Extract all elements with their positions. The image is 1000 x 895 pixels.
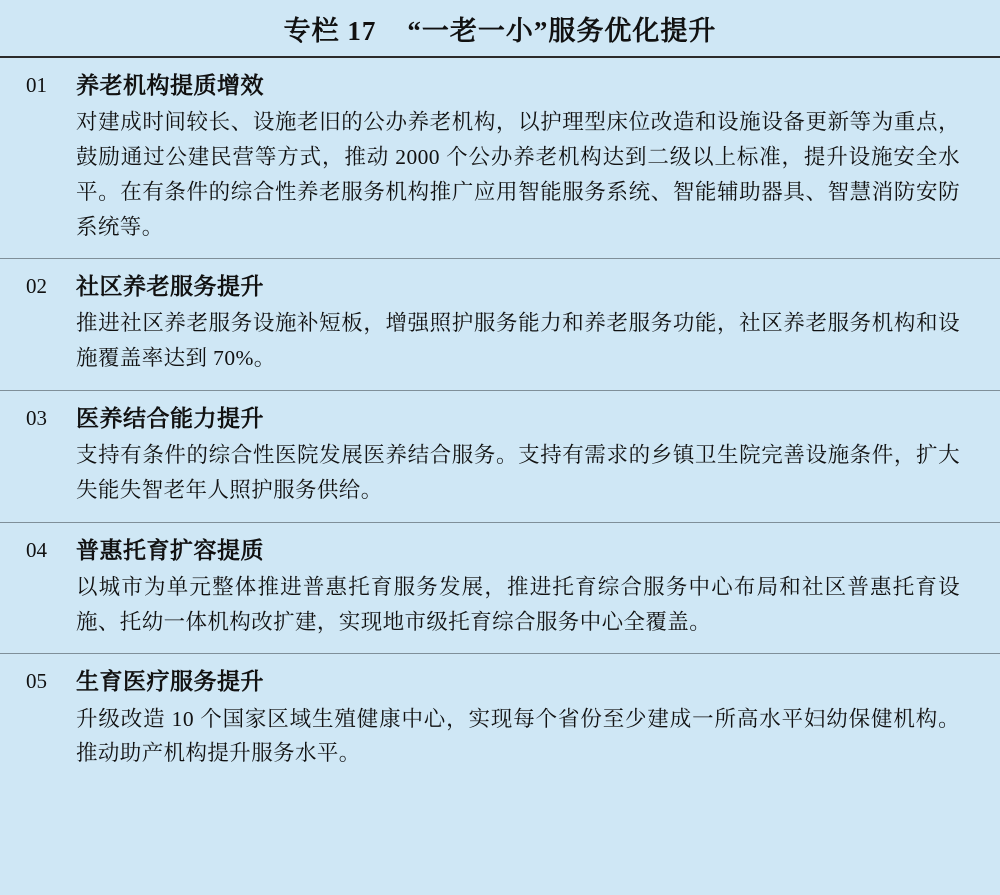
item-title: 医养结合能力提升: [76, 406, 264, 432]
list-item: [0, 654, 1000, 785]
item-title: 生育医疗服务提升: [76, 669, 264, 695]
item-body: 升级改造 10 个国家区域生殖健康中心，实现每个省份至少建成一所高水平妇幼保健机构。推动助产机构提升服务水平。: [76, 706, 960, 766]
list-item: [0, 259, 1000, 391]
item-title: 社区养老服务提升: [76, 274, 264, 300]
item-number: 03: [26, 406, 47, 431]
item-body: 以城市为单元整体推进普惠托育服务发展，推进托育综合服务中心布局和社区普惠托育设施、托幼一体机构改扩建，实现地市级托育综合服务中心全覆盖。: [76, 574, 960, 634]
item-content: [76, 70, 986, 244]
item-content: [76, 271, 986, 376]
item-body: 支持有条件的综合性医院发展医养结合服务。支持有需求的乡镇卫生院完善设施条件，扩大失能失智老年人照护服务供给。: [76, 443, 960, 502]
item-content: [76, 666, 986, 771]
item-number: 04: [26, 537, 47, 562]
panel-item-list: [0, 58, 1000, 785]
list-item: [0, 58, 1000, 259]
item-body: 对建成时间较长、设施老旧的公办养老机构，以护理型床位改造和设施设备更新等为重点，鼓励通过公建民营等方式，推动 2000 个公办养老机构达到二级以上标准，提升设施安全水平。在有条件的综合性养老服务机构推广应用智能服务系统、智能辅助器具、智慧消防安防系统等。: [76, 110, 960, 239]
item-content: [76, 535, 986, 640]
item-body: 推进社区养老服务设施补短板，增强照护服务能力和养老服务功能，社区养老服务机构和设施覆盖率达到 70%。: [76, 311, 960, 371]
panel-title-row: [0, 0, 1000, 58]
panel-title: 专栏 17 “一老一小”服务优化提升: [283, 15, 717, 46]
item-number: 05: [26, 669, 47, 694]
item-title: 养老机构提质增效: [76, 73, 264, 98]
item-content: [76, 403, 986, 508]
item-number: 02: [26, 274, 47, 299]
item-title: 普惠托育扩容提质: [76, 537, 264, 563]
list-item: [0, 523, 1000, 655]
item-number: 01: [26, 73, 47, 97]
list-item: [0, 391, 1000, 523]
